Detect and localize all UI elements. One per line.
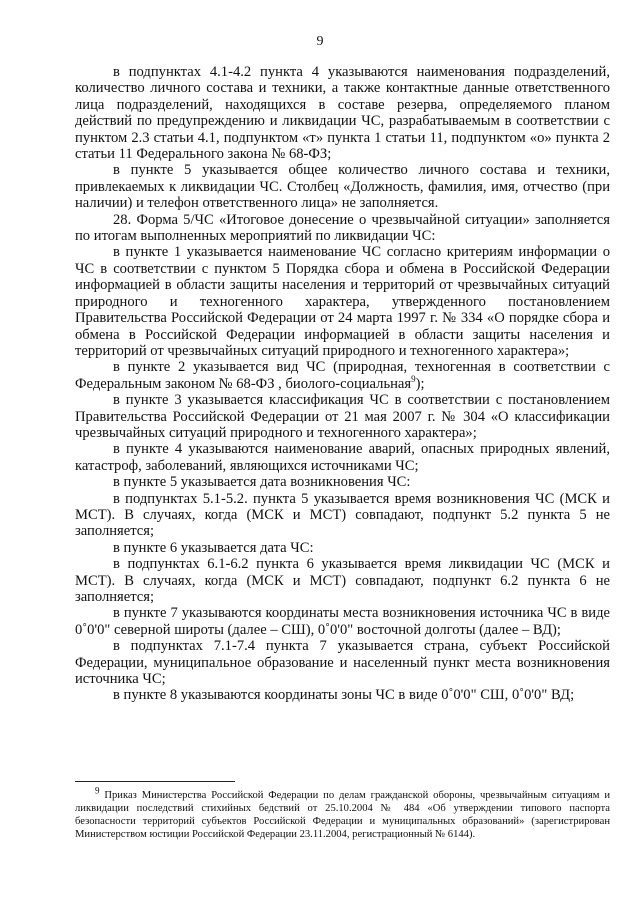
paragraph-point-1: в пункте 1 указывается наименование ЧС согласно критериям информации о ЧС в соответствии с пунктом 5 Порядка сбора и обмена в Российской Федерации информацией в области защиты населения и территорий от чрезвычайных ситуаций природного и техногенного характера, утвержденного постановлением Правительства Российской Федерации от 24 марта 1997 г. № 334 «О порядке сбора и обмена в Российской Федерации информацией в области защиты населения и территорий от чрезвычайных ситуаций природного и техногенного характера»; bbox=[75, 244, 610, 359]
footnote-reference: 9 bbox=[411, 373, 416, 384]
paragraph-point-8: в пункте 8 указываются координаты зоны ЧС в виде 0˚0'0" СШ, 0˚0'0" ВД; bbox=[113, 687, 575, 704]
paragraph-subitems-7-1-7-4: в подпунктах 7.1-7.4 пункта 7 указывается страна, субъект Российской Федерации, муниципальное образование и населенный пункт места возникновения источника ЧС; bbox=[75, 638, 610, 688]
footnote-marker: 9 bbox=[95, 785, 100, 796]
paragraph-subitems-4-1-4-2: в подпунктах 4.1-4.2 пункта 4 указываются наименования подразделений, количество личного состава и техники, а также контактные данные ответственного лица подразделений, находящихся в составе резерва, определяемого планом действий по предупреждению и ликвидации ЧС, разрабатываемым в соответствии с пунктом 2.3 статьи 4.1, подпунктом «т» пункта 1 статьи 11, подпунктом «о» пункта 2 статьи 11 Федерального закона № 68-ФЗ; bbox=[75, 64, 610, 163]
paragraph-point-3: в пункте 3 указывается классификация ЧС в соответствии с постановлением Правительства Российской Федерации от 21 мая 2007 г. № 304 «О классификации чрезвычайных ситуаций природного и техногенного характера»; bbox=[75, 392, 610, 441]
paragraph-point-6: в пункте 6 указывается дата ЧС: bbox=[113, 539, 314, 556]
paragraph-point-7: в пункте 7 указываются координаты места возникновения источника ЧС в виде 0˚0'0" северной широты (далее – СШ), 0˚0'0" восточной долготы (далее – ВД); bbox=[75, 605, 610, 638]
paragraph-point-5: в пункте 5 указывается дата возникновения ЧС: bbox=[113, 474, 411, 491]
paragraph-point-2-text: в пункте 2 указывается вид ЧС (природная, техногенная в соответствии с Федеральным законом № 68-ФЗ , биолого-социальная bbox=[75, 359, 610, 392]
paragraph-point-4: в пункте 4 указываются наименование аварий, опасных природных явлений, катастроф, заболеваний, являющихся источниками ЧС; bbox=[75, 441, 610, 474]
page-number: 9 bbox=[316, 34, 324, 49]
paragraph-subitems-5-1-5-2: в подпунктах 5.1-5.2. пункта 5 указывается время возникновения ЧС (МСК и МСТ). В случаях, когда (МСК и МСТ) совпадают, подпункт 5.2 пункта 5 не заполняется; bbox=[75, 490, 610, 540]
footnote bbox=[75, 785, 610, 841]
paragraph-form-5-cs: 28. Форма 5/ЧС «Итоговое донесение о чрезвычайной ситуации» заполняется по итогам выполненных мероприятий по ликвидации ЧС: bbox=[75, 211, 610, 245]
footnote-divider bbox=[75, 781, 235, 782]
paragraph-point-2 bbox=[75, 359, 610, 392]
footnote-text: Приказ Министерства Российской Федерации по делам гражданской обороны, чрезвычайным ситуациям и ликвидации последствий стихийных бедствий от 25.10.2004 № 484 «Об утверждении типового паспорта безопасности территорий субъектов Российской Федерации и муниципальных образований» (зарегистрирован Министерством юстиции Российской Федерации 23.11.2004, регистрационный № 6144). bbox=[75, 790, 610, 841]
body-text bbox=[75, 64, 610, 704]
paragraph-item-5: в пункте 5 указывается общее количество личного состава и техники, привлекаемых к ликвидации ЧС. Столбец «Должность, фамилия, имя, отчество (при наличии) и телефон ответственного лица» не заполняется. bbox=[75, 162, 610, 212]
paragraph-subitems-6-1-6-2: в подпунктах 6.1-6.2 пункта 6 указывается время ликвидации ЧС (МСК и МСТ). В случаях, когда (МСК и МСТ) совпадают, подпункт 6.2 пункта 6 не заполняется; bbox=[75, 556, 610, 605]
paragraph-point-2-tail: ); bbox=[415, 375, 425, 392]
